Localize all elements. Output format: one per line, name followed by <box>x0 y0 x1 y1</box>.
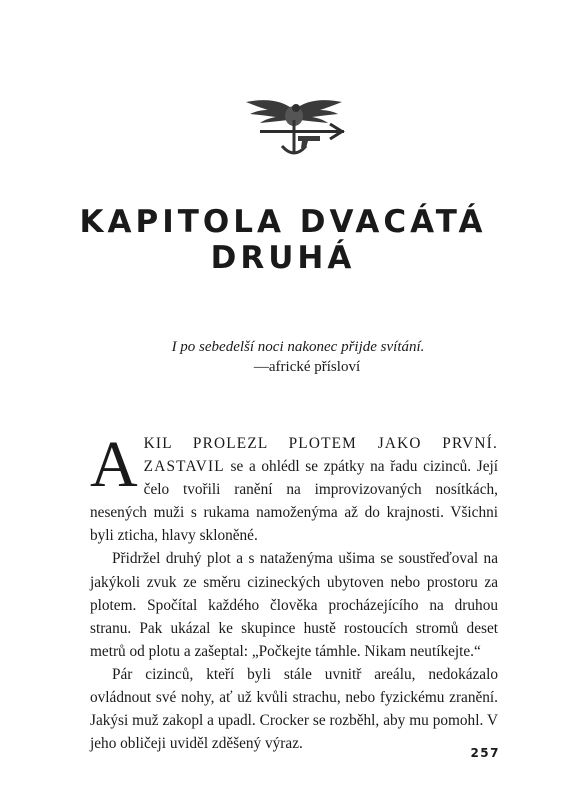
chapter-body <box>90 428 498 755</box>
chapter-title-line2: DRUHÁ <box>210 240 356 276</box>
navy-seal-trident-emblem-icon <box>238 86 350 160</box>
chapter-title-line1: KAPITOLA DVACÁTÁ <box>79 204 487 240</box>
page-number: 257 <box>470 746 500 760</box>
drop-cap: A <box>90 428 138 501</box>
paragraph-3: Pár cizinců, kteří byli stále uvnitř areálu, nedokázalo ovládnout své nohy, ať už kvůli strachu, nebo fyzickému zranění. Jakýsi muž zakopl a upadl. Crocker se rozběhl, aby mu pomohl. V jeho obličeji uviděl zděšený výraz. <box>90 665 498 753</box>
epigraph-source: —africké přísloví <box>253 359 361 375</box>
paragraph-2: Přidržel druhý plot a s nataženýma ušima se soustřeďoval na jakýkoli zvuk ze směru cizineckých ubytoven nebo prostoru za plotem. Spočítal každého člověka procházejícího na druhou stranu. Pak ukázal ke skupince hustě rostoucích stromů deset metrů od plotu a zašeptal: „Počkejte támhle. Nikam neutíkejte.“ <box>90 550 498 660</box>
opening-small-caps: KIL PROLEZL PLOTEM JAKO PRVNÍ. ZASTAVIL <box>143 435 498 476</box>
epigraph-quote: I po sebedelší noci nakonec přijde svítání. <box>171 339 425 355</box>
paragraph-1-text: se a ohlédl se zpátky na řadu cizinců. Její čelo tvořili ranění na improvizovaných nosítkách, nesených muži s rukama namoženýma až do krajnosti. Všichni byli zticha, hlavy skloněné. <box>90 458 498 545</box>
paragraph-1 <box>90 428 498 547</box>
